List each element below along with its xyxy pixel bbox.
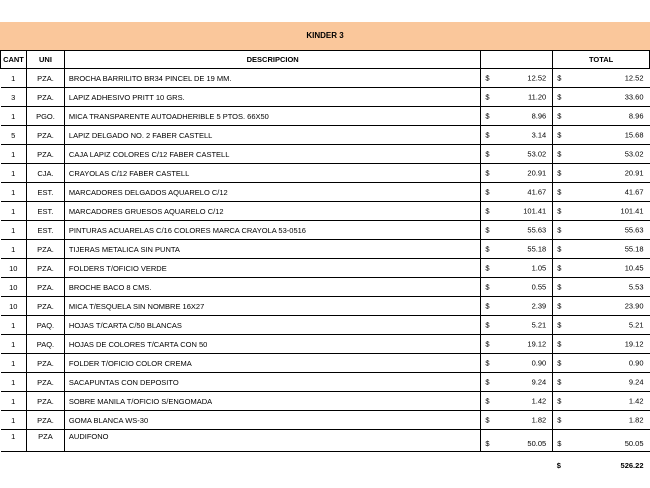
cell-cant: 1: [1, 145, 27, 164]
cell-descripcion: SACAPUNTAS CON DEPOSITO: [64, 373, 480, 392]
table-row: [1, 316, 650, 335]
cell-unit-price: [481, 430, 553, 452]
total-value: 1.42: [628, 396, 644, 406]
cell-uni: PZA.: [26, 297, 64, 316]
total-value: 33.60: [624, 92, 644, 102]
grand-total-cell: [553, 452, 650, 471]
total-value: 41.67: [624, 187, 644, 197]
cell-unit-price: [481, 240, 553, 259]
table-row: [1, 164, 650, 183]
cell-unit-price: [481, 221, 553, 240]
cell-cant: 1: [1, 373, 27, 392]
currency-symbol: $: [557, 282, 562, 292]
items-table: [0, 50, 650, 471]
table-row: [1, 411, 650, 430]
currency-symbol: $: [485, 149, 490, 159]
cell-total: [553, 145, 650, 164]
cell-descripcion: CRAYOLAS C/12 FABER CASTELL: [64, 164, 480, 183]
cell-cant: 1: [1, 411, 27, 430]
currency-symbol: $: [485, 73, 490, 83]
currency-symbol: $: [557, 339, 562, 349]
cell-cant: 1: [1, 240, 27, 259]
currency-symbol: $: [557, 358, 562, 368]
total-value: 5.21: [628, 320, 644, 330]
grand-total-row: [1, 452, 650, 471]
currency-symbol: $: [557, 377, 562, 387]
cell-descripcion: HOJAS T/CARTA C/50 BLANCAS: [64, 316, 480, 335]
unit-price-value: 55.18: [527, 244, 547, 254]
cell-total: [553, 354, 650, 373]
cell-unit-price: [481, 88, 553, 107]
header-uni: UNI: [26, 51, 64, 69]
cell-uni: EST.: [26, 183, 64, 202]
table-row: [1, 107, 650, 126]
cell-cant: 1: [1, 316, 27, 335]
currency-symbol: $: [557, 225, 562, 235]
total-value: 19.12: [624, 339, 644, 349]
cell-unit-price: [481, 164, 553, 183]
cell-cant: 10: [1, 259, 27, 278]
table-row: [1, 297, 650, 316]
cell-unit-price: [481, 335, 553, 354]
cell-unit-price: [481, 126, 553, 145]
cell-cant: 3: [1, 88, 27, 107]
total-value: 5.53: [628, 282, 644, 292]
currency-symbol: $: [557, 168, 562, 178]
cell-unit-price: [481, 69, 553, 88]
currency-symbol: $: [557, 149, 562, 159]
table-row: [1, 278, 650, 297]
cell-cant: 1: [1, 335, 27, 354]
currency-symbol: $: [557, 439, 562, 448]
cell-unit-price: [481, 278, 553, 297]
currency-symbol: $: [485, 187, 490, 197]
table-row: [1, 430, 650, 452]
total-value: 12.52: [624, 73, 644, 83]
total-value: 101.41: [620, 206, 644, 216]
currency-symbol: $: [485, 396, 490, 406]
total-value: 55.18: [624, 244, 644, 254]
cell-uni: CJA.: [26, 164, 64, 183]
cell-cant: 1: [1, 392, 27, 411]
cell-descripcion: FOLDERS T/OFICIO VERDE: [64, 259, 480, 278]
cell-descripcion: MICA T/ESQUELA SIN NOMBRE 16X27: [64, 297, 480, 316]
table-row: [1, 354, 650, 373]
unit-price-value: 1.05: [531, 263, 547, 273]
cell-unit-price: [481, 107, 553, 126]
currency-symbol: $: [485, 301, 490, 311]
grand-total-value: 526.22: [620, 461, 644, 471]
table-row: [1, 183, 650, 202]
cell-uni: PZA.: [26, 240, 64, 259]
cell-cant: 1: [1, 164, 27, 183]
unit-price-value: 19.12: [527, 339, 547, 349]
currency-symbol: $: [485, 439, 490, 448]
currency-symbol: $: [485, 282, 490, 292]
cell-total: [553, 221, 650, 240]
cell-descripcion: TIJERAS METALICA SIN PUNTA: [64, 240, 480, 259]
cell-descripcion: SOBRE MANILA T/OFICIO S/ENGOMADA: [64, 392, 480, 411]
currency-symbol: $: [557, 415, 562, 425]
cell-cant: 1: [1, 354, 27, 373]
cell-total: [553, 69, 650, 88]
cell-total: [553, 183, 650, 202]
cell-uni: PZA.: [26, 259, 64, 278]
total-value: 10.45: [624, 263, 644, 273]
total-value: 20.91: [624, 168, 644, 178]
table-row: [1, 259, 650, 278]
cell-unit-price: [481, 392, 553, 411]
currency-symbol: $: [557, 320, 562, 330]
header-row: [1, 51, 650, 69]
cell-uni: PZA.: [26, 126, 64, 145]
cell-descripcion: HOJAS DE COLORES T/CARTA CON 50: [64, 335, 480, 354]
cell-uni: PAQ.: [26, 316, 64, 335]
currency-symbol: $: [557, 396, 562, 406]
cell-cant: 1: [1, 183, 27, 202]
cell-total: [553, 411, 650, 430]
table-row: [1, 392, 650, 411]
cell-descripcion: MARCADORES GRUESOS AQUARELO C/12: [64, 202, 480, 221]
currency-symbol: $: [557, 263, 562, 273]
total-value: 8.96: [628, 111, 644, 121]
table-row: [1, 202, 650, 221]
unit-price-value: 0.90: [531, 358, 547, 368]
currency-symbol: $: [556, 461, 561, 471]
cell-total: [553, 297, 650, 316]
table-row: [1, 69, 650, 88]
cell-total: [553, 316, 650, 335]
cell-total: [553, 335, 650, 354]
currency-symbol: $: [485, 320, 490, 330]
unit-price-value: 2.39: [531, 301, 547, 311]
cell-cant: 10: [1, 297, 27, 316]
unit-price-value: 55.63: [527, 225, 547, 235]
cell-uni: PZA.: [26, 145, 64, 164]
currency-symbol: $: [557, 244, 562, 254]
currency-symbol: $: [485, 377, 490, 387]
cell-cant: 1: [1, 69, 27, 88]
cell-uni: PZA.: [26, 354, 64, 373]
unit-price-value: 0.55: [531, 282, 547, 292]
header-total: TOTAL: [553, 51, 650, 69]
cell-uni: PZA.: [26, 373, 64, 392]
unit-price-value: 53.02: [527, 149, 547, 159]
table-row: [1, 373, 650, 392]
cell-cant: 5: [1, 126, 27, 145]
unit-price-value: 5.21: [531, 320, 547, 330]
currency-symbol: $: [485, 263, 490, 273]
cell-unit-price: [481, 411, 553, 430]
cell-cant: 1: [1, 107, 27, 126]
cell-total: [553, 202, 650, 221]
cell-total: [553, 107, 650, 126]
currency-symbol: $: [485, 92, 490, 102]
unit-price-value: 1.42: [531, 396, 547, 406]
cell-total: [553, 278, 650, 297]
total-value: 53.02: [624, 149, 644, 159]
cell-uni: PZA: [26, 430, 64, 452]
total-value: 15.68: [624, 130, 644, 140]
cell-unit-price: [481, 316, 553, 335]
cell-descripcion: FOLDER T/OFICIO COLOR CREMA: [64, 354, 480, 373]
cell-uni: EST.: [26, 221, 64, 240]
cell-descripcion: MARCADORES DELGADOS AQUARELO C/12: [64, 183, 480, 202]
currency-symbol: $: [557, 73, 562, 83]
currency-symbol: $: [485, 111, 490, 121]
cell-unit-price: [481, 373, 553, 392]
currency-symbol: $: [557, 187, 562, 197]
cell-cant: 1: [1, 430, 27, 452]
cell-uni: PGO.: [26, 107, 64, 126]
cell-total: [553, 430, 650, 452]
cell-descripcion: LAPIZ DELGADO NO. 2 FABER CASTELL: [64, 126, 480, 145]
table-row: [1, 335, 650, 354]
cell-cant: 1: [1, 202, 27, 221]
currency-symbol: $: [485, 206, 490, 216]
table-row: [1, 126, 650, 145]
header-unit-price: [481, 51, 553, 69]
table-row: [1, 88, 650, 107]
cell-descripcion: BROCHE BACO 8 CMS.: [64, 278, 480, 297]
unit-price-value: 12.52: [527, 73, 547, 83]
currency-symbol: $: [557, 301, 562, 311]
currency-symbol: $: [557, 92, 562, 102]
cell-unit-price: [481, 354, 553, 373]
cell-unit-price: [481, 183, 553, 202]
unit-price-value: 50.05: [527, 439, 547, 448]
unit-price-value: 20.91: [527, 168, 547, 178]
total-value: 0.90: [628, 358, 644, 368]
table-row: [1, 221, 650, 240]
cell-uni: PZA.: [26, 392, 64, 411]
unit-price-value: 9.24: [531, 377, 547, 387]
cell-descripcion: BROCHA BARRILITO BR34 PINCEL DE 19 MM.: [64, 69, 480, 88]
cell-uni: PZA.: [26, 69, 64, 88]
unit-price-value: 1.82: [531, 415, 547, 425]
table-row: [1, 240, 650, 259]
cell-uni: PAQ.: [26, 335, 64, 354]
currency-symbol: $: [485, 130, 490, 140]
cell-total: [553, 88, 650, 107]
currency-symbol: $: [485, 339, 490, 349]
cell-total: [553, 259, 650, 278]
total-value: 55.63: [624, 225, 644, 235]
cell-descripcion: GOMA BLANCA WS-30: [64, 411, 480, 430]
cell-cant: 10: [1, 278, 27, 297]
cell-descripcion: MICA TRANSPARENTE AUTOADHERIBLE 5 PTOS. 66X50: [64, 107, 480, 126]
cell-total: [553, 392, 650, 411]
cell-descripcion: CAJA LAPIZ COLORES C/12 FABER CASTELL: [64, 145, 480, 164]
total-value: 1.82: [628, 415, 644, 425]
cell-descripcion: LAPIZ ADHESIVO PRITT 10 GRS.: [64, 88, 480, 107]
currency-symbol: $: [485, 168, 490, 178]
cell-descripcion: AUDIFONO: [64, 430, 480, 452]
total-value: 9.24: [628, 377, 644, 387]
currency-symbol: $: [485, 225, 490, 235]
cell-descripcion: PINTURAS ACUARELAS C/16 COLORES MARCA CRAYOLA 53-0516: [64, 221, 480, 240]
cell-uni: EST.: [26, 202, 64, 221]
cell-total: [553, 240, 650, 259]
currency-symbol: $: [557, 130, 562, 140]
cell-unit-price: [481, 202, 553, 221]
unit-price-value: 101.41: [523, 206, 547, 216]
header-cant: CANT: [1, 51, 27, 69]
total-value: 23.90: [624, 301, 644, 311]
unit-price-value: 41.67: [527, 187, 547, 197]
unit-price-value: 8.96: [531, 111, 547, 121]
header-descripcion: DESCRIPCION: [64, 51, 480, 69]
currency-symbol: $: [557, 206, 562, 216]
unit-price-value: 3.14: [531, 130, 547, 140]
cell-total: [553, 373, 650, 392]
cell-unit-price: [481, 297, 553, 316]
cell-unit-price: [481, 145, 553, 164]
cell-uni: PZA.: [26, 411, 64, 430]
table-row: [1, 145, 650, 164]
currency-symbol: $: [485, 358, 490, 368]
cell-cant: 1: [1, 221, 27, 240]
sheet-title: KINDER 3: [0, 22, 650, 50]
currency-symbol: $: [485, 415, 490, 425]
cell-unit-price: [481, 259, 553, 278]
cell-uni: PZA.: [26, 88, 64, 107]
currency-symbol: $: [485, 244, 490, 254]
cell-total: [553, 164, 650, 183]
currency-symbol: $: [557, 111, 562, 121]
unit-price-value: 11.20: [527, 92, 547, 102]
cell-uni: PZA.: [26, 278, 64, 297]
total-value: 50.05: [624, 439, 644, 448]
cell-total: [553, 126, 650, 145]
